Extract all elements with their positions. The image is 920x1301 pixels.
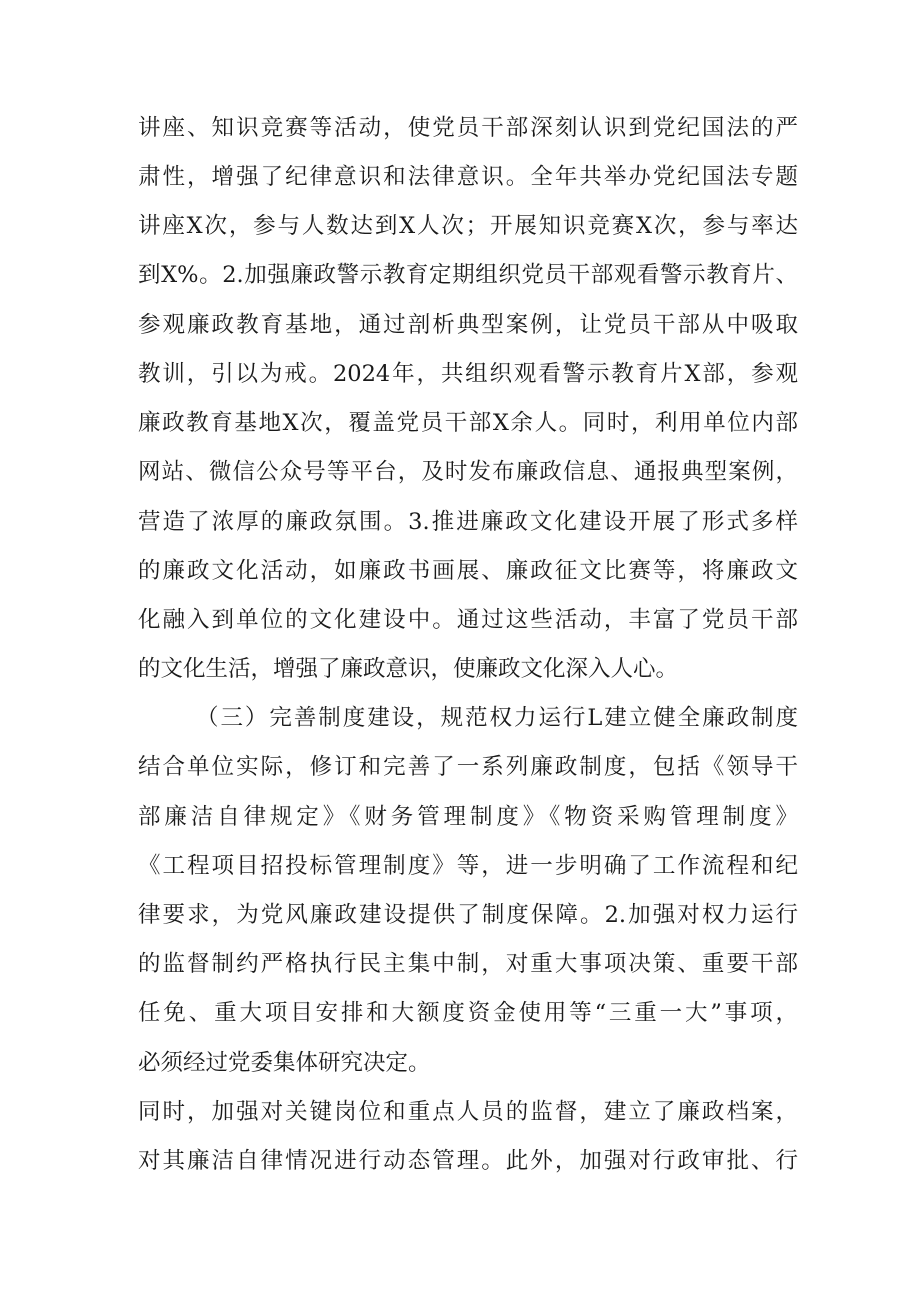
body-text-line: 的文化生活，增强了廉政意识，使廉政文化深入人心。 — [138, 656, 679, 682]
body-text-line: 结合单位实际，修订和完善了一系列廉政制度，包括《领导干 — [138, 754, 798, 780]
body-text-line: 营造了浓厚的廉政氛围。3.推进廉政文化建设开展了形式多样 — [138, 509, 798, 535]
body-text-line: 律要求，为党风廉政建设提供了制度保障。2.加强对权力运行 — [138, 902, 798, 928]
body-text-line: 廉政教育基地X次，覆盖党员干部X余人。同时，利用单位内部 — [138, 410, 798, 436]
body-text-line: 网站、微信公众号等平台，及时发布廉政信息、通报典型案例， — [138, 459, 798, 485]
body-text-line: 的监督制约严格执行民主集中制，对重大事项决策、重要干部 — [138, 951, 798, 977]
body-text-line: 化融入到单位的文化建设中。通过这些活动，丰富了党员干部 — [138, 607, 798, 633]
body-text-line: 教训，引以为戒。2024年，共组织观看警示教育片X部，参观 — [138, 361, 798, 387]
body-text-line: 的廉政文化活动，如廉政书画展、廉政征文比赛等，将廉政文 — [138, 558, 798, 584]
body-text-line: 同时，加强对关键岗位和重点人员的监督，建立了廉政档案， — [138, 1099, 798, 1125]
section-heading-line: （三）完善制度建设，规范权力运行L建立健全廉政制度 — [196, 705, 798, 731]
body-text-line: 讲座X次，参与人数达到X人次；开展知识竞赛X次，参与率达 — [138, 213, 798, 239]
body-text-line: 对其廉洁自律情况进行动态管理。此外，加强对行政审批、行 — [138, 1148, 798, 1174]
body-text-line: 必须经过党委集体研究决定。 — [138, 1050, 431, 1076]
body-text-line: 《工程项目招投标管理制度》等，进一步明确了工作流程和纪 — [138, 853, 798, 879]
body-text-line: 参观廉政教育基地，通过剖析典型案例，让党员干部从中吸取 — [138, 312, 798, 338]
body-text-line: 肃性，增强了纪律意识和法律意识。全年共举办党纪国法专题 — [138, 164, 798, 190]
body-text-line: 到X%。2.加强廉政警示教育定期组织党员干部观看警示教育片、 — [138, 262, 798, 288]
body-text-line: 任免、重大项目安排和大额度资金使用等“三重一大”事项， — [138, 1000, 798, 1026]
body-text-line: 讲座、知识竞赛等活动，使党员干部深刻认识到党纪国法的严 — [138, 115, 798, 141]
body-text-line: 部廉洁自律规定》《财务管理制度》《物资采购管理制度》 — [138, 804, 798, 830]
